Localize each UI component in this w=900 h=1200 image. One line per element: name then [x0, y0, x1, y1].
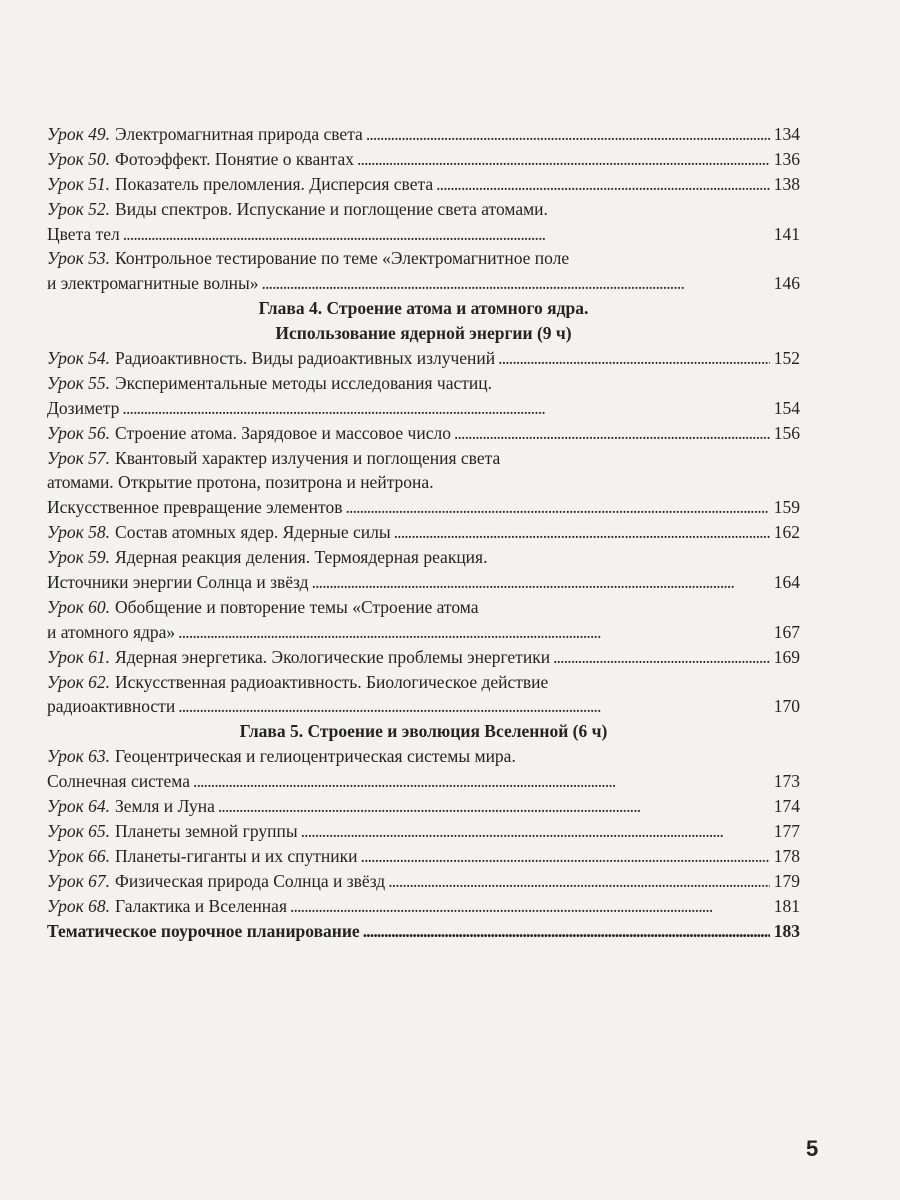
page-ref: 169: [773, 646, 800, 667]
toc-line: [47, 645, 800, 670]
entry-title: Показатель преломления. Дисперсия света: [115, 173, 434, 194]
page-ref: 146: [773, 273, 800, 294]
dot-leader: [342, 495, 769, 520]
dot-leader: [175, 620, 770, 645]
toc-entry: [47, 844, 800, 869]
toc-line: [47, 371, 800, 396]
toc-line: [47, 222, 800, 247]
entry-title: Электромагнитная природа света: [115, 124, 363, 144]
toc-line: [47, 694, 800, 719]
page-ref: 181: [773, 895, 800, 916]
entry-title: Планеты-гиганты и их спутники: [115, 845, 358, 866]
toc-line: [47, 122, 800, 147]
toc-line: [47, 520, 800, 545]
page-ref: 162: [773, 522, 800, 543]
page-ref: 170: [773, 696, 800, 717]
chapter-heading-line: Использование ядерной энергии (9 ч): [275, 323, 572, 344]
toc-entry: [47, 172, 800, 197]
toc-line: [47, 446, 800, 471]
lesson-label: Урок 67.: [47, 870, 111, 891]
page-ref: 154: [773, 397, 800, 418]
toc-line: [47, 470, 800, 495]
dot-leader: [451, 421, 770, 446]
lesson-label: Урок 64.: [47, 796, 111, 817]
entry-title: Планеты земной группы: [115, 820, 298, 841]
entry-title: Физическая природа Солнца и звёзд: [115, 870, 386, 891]
dot-leader: [215, 794, 770, 819]
toc-line: [47, 620, 800, 645]
entry-title: Радиоактивность. Виды радиоактивных излучений: [115, 348, 496, 369]
toc-entry: [47, 446, 800, 521]
toc-entry: [47, 197, 800, 247]
toc-entry: [47, 794, 800, 819]
page-number: 5: [806, 1136, 819, 1161]
chapter-heading: [47, 296, 800, 346]
page-ref: 183: [773, 920, 800, 941]
dot-leader: [433, 172, 770, 197]
lesson-label: Урок 52.: [47, 198, 111, 219]
toc-line: [47, 545, 800, 570]
toc-line: [47, 271, 800, 296]
toc-entry: [47, 894, 800, 919]
toc-line: [47, 769, 800, 794]
entry-title: атомами. Открытие протона, позитрона и нейтрона.: [47, 472, 434, 493]
table-of-contents: [47, 122, 800, 943]
toc-line: [47, 869, 800, 894]
toc-entry: [47, 371, 800, 421]
dot-leader: [119, 396, 769, 421]
lesson-label: Урок 53.: [47, 248, 111, 269]
dot-leader: [360, 919, 770, 944]
toc-entry: [47, 421, 800, 446]
entry-title: Искусственное превращение элементов: [47, 497, 343, 518]
dot-leader: [391, 520, 770, 545]
toc-entry: [47, 520, 800, 545]
entry-title: Ядерная реакция деления. Термоядерная реакция.: [115, 547, 488, 568]
lesson-label: Урок 51.: [47, 173, 111, 194]
lesson-label: Урок 57.: [47, 447, 111, 468]
entry-title: Источники энергии Солнца и звёзд: [47, 572, 309, 593]
lesson-label: Урок 60.: [47, 596, 111, 617]
toc-entry: [47, 819, 800, 844]
toc-line: [47, 844, 800, 869]
lesson-label: Урок 54.: [47, 348, 111, 369]
dot-leader: [120, 222, 770, 247]
entry-title: и электромагнитные волны»: [47, 273, 259, 294]
toc-line: [47, 794, 800, 819]
chapter-heading-line: Глава 5. Строение и эволюция Вселенной (6 ч): [239, 721, 608, 742]
dot-leader: [259, 271, 770, 296]
toc-line: [47, 495, 800, 520]
lesson-label: Урок 58.: [47, 522, 111, 543]
lesson-label: Урок 66.: [47, 845, 111, 866]
lesson-label: Урок 61.: [47, 646, 111, 667]
toc-entry: [47, 122, 800, 147]
toc-line: [47, 396, 800, 421]
page-ref: 136: [773, 148, 800, 169]
toc-line: [47, 421, 800, 446]
entry-title: Дозиметр: [47, 397, 120, 418]
toc-line: [47, 819, 800, 844]
entry-title: Экспериментальные методы исследования частиц.: [115, 372, 493, 393]
toc-entry: [47, 147, 800, 172]
lesson-label: Урок 50.: [47, 148, 111, 169]
lesson-label: Урок 68.: [47, 895, 111, 916]
toc-line: [47, 197, 800, 222]
toc-line: [47, 919, 800, 944]
entry-title: Обобщение и повторение темы «Строение атома: [115, 596, 479, 617]
toc-entry: [47, 919, 800, 944]
page-ref: 179: [773, 870, 800, 891]
toc-line: [47, 595, 800, 620]
dot-leader: [175, 694, 770, 719]
entry-title: Геоцентрическая и гелиоцентрическая системы мира.: [115, 746, 516, 767]
page-ref: 173: [773, 771, 800, 792]
toc-line: [47, 670, 800, 695]
dot-leader: [190, 769, 770, 794]
page-ref: 141: [773, 223, 800, 244]
toc-entry: [47, 346, 800, 371]
entry-title: Виды спектров. Испускание и поглощение света атомами.: [115, 198, 548, 219]
entry-title: и атомного ядра»: [47, 621, 176, 642]
page-ref: 159: [773, 497, 800, 518]
dot-leader: [309, 570, 770, 595]
entry-title: Состав атомных ядер. Ядерные силы: [115, 522, 391, 543]
dot-leader: [354, 147, 770, 172]
lesson-label: Урок 56.: [47, 422, 111, 443]
entry-title: Солнечная система: [47, 771, 191, 792]
entry-title: Галактика и Вселенная: [115, 895, 287, 916]
page-ref: 156: [773, 422, 800, 443]
dot-leader: [550, 645, 770, 670]
entry-title: Ядерная энергетика. Экологические проблемы энергетики: [115, 646, 551, 667]
entry-title: Строение атома. Зарядовое и массовое число: [115, 422, 451, 443]
lesson-label: Урок 62.: [47, 671, 111, 692]
entry-title: Квантовый характер излучения и поглощения света: [115, 447, 501, 468]
dot-leader: [298, 819, 770, 844]
page-ref: 177: [773, 820, 800, 841]
chapter-heading: [47, 719, 800, 744]
toc-entry: [47, 869, 800, 894]
page-ref: 152: [773, 348, 800, 369]
page-ref: 178: [773, 845, 800, 866]
page-ref: 164: [773, 572, 800, 593]
lesson-label: Урок 49.: [47, 124, 111, 144]
entry-title: Земля и Луна: [115, 796, 215, 817]
toc-entry: [47, 744, 800, 794]
page-ref: 167: [773, 621, 800, 642]
dot-leader: [358, 844, 770, 869]
chapter-heading-line: Глава 4. Строение атома и атомного ядра.: [258, 298, 589, 319]
lesson-label: Урок 63.: [47, 746, 111, 767]
toc-line: [47, 744, 800, 769]
toc-entry: [47, 545, 800, 595]
toc-line: [47, 346, 800, 371]
page-ref: 174: [773, 796, 800, 817]
toc-line: [47, 246, 800, 271]
entry-title: Фотоэффект. Понятие о квантах: [115, 148, 354, 169]
entry-title: Тематическое поурочное планирование: [47, 920, 360, 941]
entry-title: радиоактивности: [47, 696, 176, 717]
toc-line: [47, 570, 800, 595]
entry-title: Цвета тел: [47, 223, 120, 244]
toc-line: [47, 172, 800, 197]
entry-title: Искусственная радиоактивность. Биологическое действие: [115, 671, 549, 692]
toc-entry: [47, 246, 800, 296]
dot-leader: [287, 894, 770, 919]
lesson-label: Урок 65.: [47, 820, 111, 841]
toc-entry: [47, 670, 800, 720]
lesson-label: Урок 55.: [47, 372, 111, 393]
page-ref: 134: [773, 124, 800, 144]
lesson-label: Урок 59.: [47, 547, 111, 568]
page-ref: 138: [773, 173, 800, 194]
toc-line: [47, 147, 800, 172]
toc-line: [47, 894, 800, 919]
toc-entry: [47, 645, 800, 670]
toc-entry: [47, 595, 800, 645]
entry-title: Контрольное тестирование по теме «Электромагнитное поле: [115, 248, 570, 269]
dot-leader: [495, 346, 770, 371]
dot-leader: [385, 869, 770, 894]
dot-leader: [363, 122, 770, 147]
